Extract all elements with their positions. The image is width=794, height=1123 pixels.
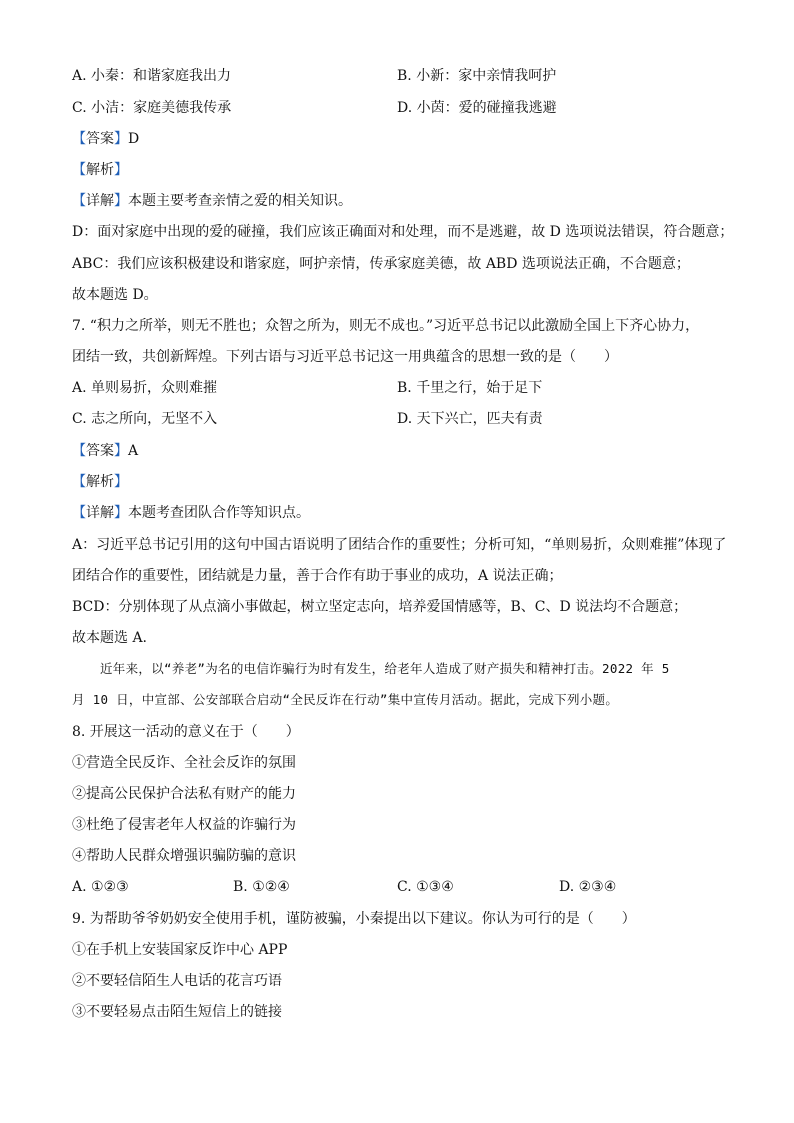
q7-option-c: C. 志之所向，无坚不入 <box>72 411 218 427</box>
answer-value: A <box>128 443 139 459</box>
q8-item-4: ④帮助人民群众增强识骗防骗的意识 <box>72 848 296 864</box>
detail-text: 本题主要考查亲情之爱的相关知识。 <box>128 193 352 209</box>
analysis-label: 解析 <box>86 162 114 178</box>
q6-conclusion: 故本题选 D。 <box>72 287 158 303</box>
detail-text: 本题考查团队合作等知识点。 <box>128 505 310 521</box>
q7-answer: 【答案】A <box>72 443 139 459</box>
q7-explanation-3: BCD：分别体现了从点滴小事做起，树立坚定志向，培养爱国情感等，B、C、D 说法均不合题意； <box>72 599 688 615</box>
q9-item-2: ②不要轻信陌生人电话的花言巧语 <box>72 973 282 989</box>
q8-option-c: C. ①③④ <box>397 879 454 895</box>
bracket-open: 【 <box>72 131 86 147</box>
q6-option-d: D. 小茵：爱的碰撞我逃避 <box>397 100 557 116</box>
q7-explanation-1: A：习近平总书记引用的这句中国古语说明了团结合作的重要性；分析可知，“单则易折，众则难摧”体现了 <box>72 537 727 553</box>
q8-option-d: D. ②③④ <box>559 879 617 895</box>
answer-label: 答案 <box>86 131 114 147</box>
q7-option-d: D. 天下兴亡，匹夫有责 <box>397 411 543 427</box>
bracket-close: 】 <box>114 131 128 147</box>
q8-option-b: B. ①②④ <box>233 879 290 895</box>
q6-explanation-2: ABC：我们应该积极建设和谐家庭，呵护亲情，传承家庭美德，故 ABD 选项说法正确，不合题意； <box>72 256 690 272</box>
q7-option-a: A. 单则易折，众则难摧 <box>72 380 218 396</box>
q6-option-a: A. 小秦：和谐家庭我出力 <box>72 68 232 84</box>
q8-item-1: ①营造全民反诈、全社会反诈的氛围 <box>72 755 296 771</box>
q8-item-3: ③杜绝了侵害老年人权益的诈骗行为 <box>72 817 296 833</box>
q8-stem: 8. 开展这一活动的意义在于（ ） <box>72 724 300 740</box>
q6-analysis-heading: 【解析】 <box>72 162 128 178</box>
q7-conclusion: 故本题选 A. <box>72 630 148 646</box>
analysis-label: 解析 <box>86 474 114 490</box>
q7-detail: 【详解】本题考查团队合作等知识点。 <box>72 505 310 521</box>
q6-option-c: C. 小洁：家庭美德我传承 <box>72 100 232 116</box>
passage-line-1: 近年来，以“养老”为名的电信诈骗行为时有发生，给老年人造成了财产损失和精神打击。2022 年 5 <box>100 661 670 676</box>
q8-item-2: ②提高公民保护合法私有财产的能力 <box>72 786 296 802</box>
q6-explanation-1: D：面对家庭中出现的爱的碰撞，我们应该正确面对和处理，而不是逃避，故 D 选项说法错误，符合题意； <box>72 224 734 240</box>
q9-item-1: ①在手机上安装国家反诈中心 APP <box>72 942 288 958</box>
passage-line-2: 月 10 日，中宣部、公安部联合启动“全民反诈在行动”集中宣传月活动。据此，完成下列小题。 <box>72 692 619 707</box>
q7-analysis-heading: 【解析】 <box>72 474 128 490</box>
q6-detail: 【详解】本题主要考查亲情之爱的相关知识。 <box>72 193 352 209</box>
q7-explanation-2: 团结合作的重要性，团结就是力量，善于合作有助于事业的成功，A 说法正确； <box>72 568 563 584</box>
detail-label: 详解 <box>86 505 114 521</box>
answer-value: D <box>128 131 140 147</box>
q7-stem-line-2: 团结一致，共创新辉煌。下列古语与习近平总书记这一用典蕴含的思想一致的是（ ） <box>72 349 618 365</box>
q6-option-b: B. 小新：家中亲情我呵护 <box>397 68 557 84</box>
q6-answer <box>72 129 139 149</box>
answer-label: 答案 <box>86 443 114 459</box>
q8-option-a: A. ①②③ <box>72 879 129 895</box>
q7-stem-line-1: 7. “积力之所举，则无不胜也；众智之所为，则无不成也。”习近平总书记以此激励全国上下齐心协力， <box>72 318 700 334</box>
detail-label: 详解 <box>86 193 114 209</box>
q7-option-b: B. 千里之行，始于足下 <box>397 380 543 396</box>
q9-stem: 9. 为帮助爷爷奶奶安全使用手机，谨防被骗，小秦提出以下建议。你认为可行的是（ ） <box>72 911 636 927</box>
q9-item-3: ③不要轻易点击陌生短信上的链接 <box>72 1004 282 1020</box>
